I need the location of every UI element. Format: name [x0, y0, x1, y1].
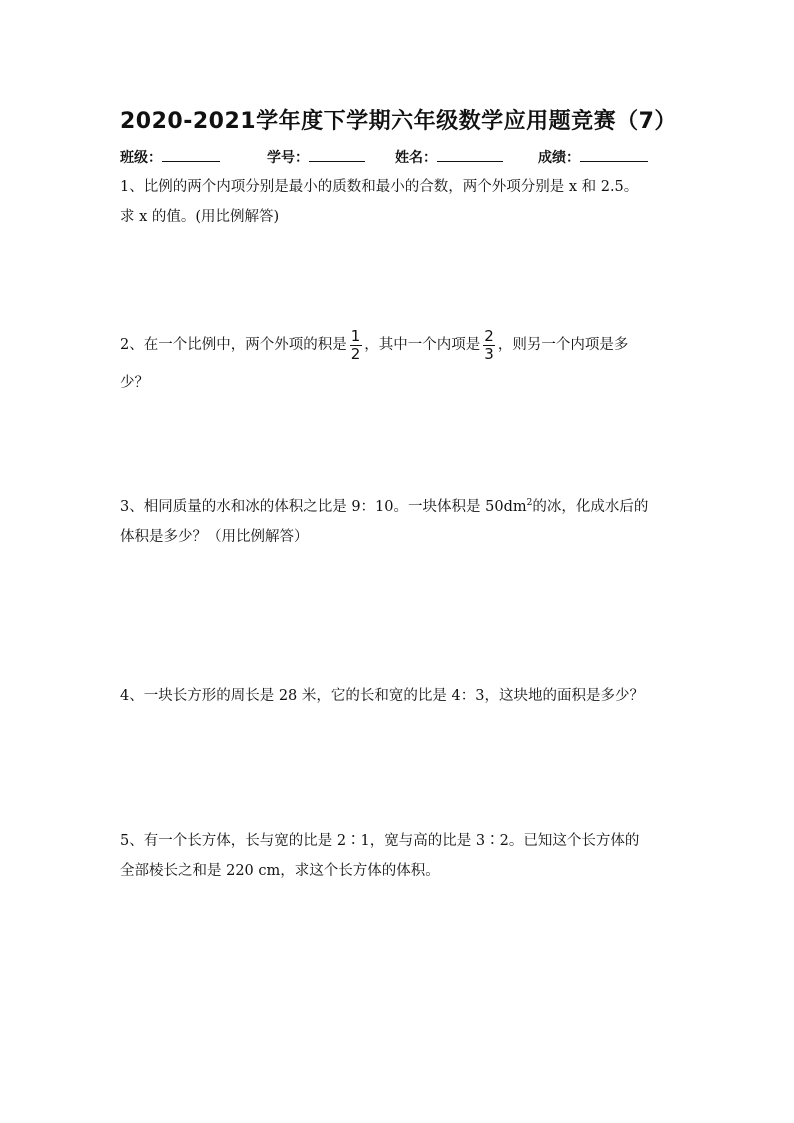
fraction-denominator: 3 [484, 344, 494, 363]
question-3-text-b: 的冰，化成水后的 [532, 499, 649, 515]
question-3-text-a: 3、相同质量的水和冰的体积之比是 9：10。一块体积是 50dm [120, 499, 527, 515]
fraction-one-half [349, 328, 363, 363]
question-1 [120, 172, 680, 232]
question-3-line-2: 体积是多少？（用比例解答） [120, 529, 309, 545]
student-number-field [267, 147, 365, 167]
question-4 [120, 681, 680, 711]
question-5-line-1: 5、有一个长方体，长与宽的比是 2∶1，宽与高的比是 3∶2。已知这个长方体的 [120, 833, 640, 849]
name-label: 姓名： [395, 150, 437, 166]
question-1-line-2: 求 x 的值。(用比例解答) [120, 209, 280, 225]
page-title: 2020-2021学年度下学期六年级数学应用题竞赛（7） [120, 109, 677, 134]
question-2-text-a: 2、在一个比例中，两个外项的积是 [120, 337, 347, 353]
fraction-two-thirds [482, 328, 496, 363]
question-2-text-b: ，其中一个内项是 [364, 337, 481, 353]
question-5-line-2: 全部棱长之和是 220 cm，求这个长方体的体积。 [120, 863, 440, 879]
question-2 [120, 324, 680, 398]
question-4-line-1: 4、一块长方形的周长是 28 米，它的长和宽的比是 4：3，这块地的面积是多少？ [120, 688, 644, 704]
question-2-line-2: 少？ [120, 375, 149, 391]
name-field [395, 147, 503, 167]
question-2-line-1 [120, 324, 680, 366]
student-number-blank[interactable] [309, 148, 365, 162]
score-blank[interactable] [580, 148, 648, 162]
class-field [120, 147, 220, 167]
question-1-line-1: 1、比例的两个内项分别是最小的质数和最小的合数，两个外项分别是 x 和 2.5。 [120, 179, 639, 195]
fraction-denominator: 2 [350, 344, 361, 363]
question-2-text-c: ，则另一个内项是多 [497, 337, 629, 353]
score-label: 成绩： [538, 150, 580, 166]
question-3-line-1 [120, 492, 680, 522]
fraction-numerator: 2 [484, 326, 494, 345]
question-3 [120, 492, 680, 552]
class-label: 班级： [120, 150, 162, 166]
fraction-numerator: 1 [350, 326, 361, 345]
name-blank[interactable] [437, 148, 503, 162]
question-5 [120, 826, 680, 886]
superscript-two: 2 [526, 498, 533, 509]
student-number-label: 学号： [267, 150, 309, 166]
score-field [538, 147, 648, 167]
class-blank[interactable] [162, 148, 220, 162]
